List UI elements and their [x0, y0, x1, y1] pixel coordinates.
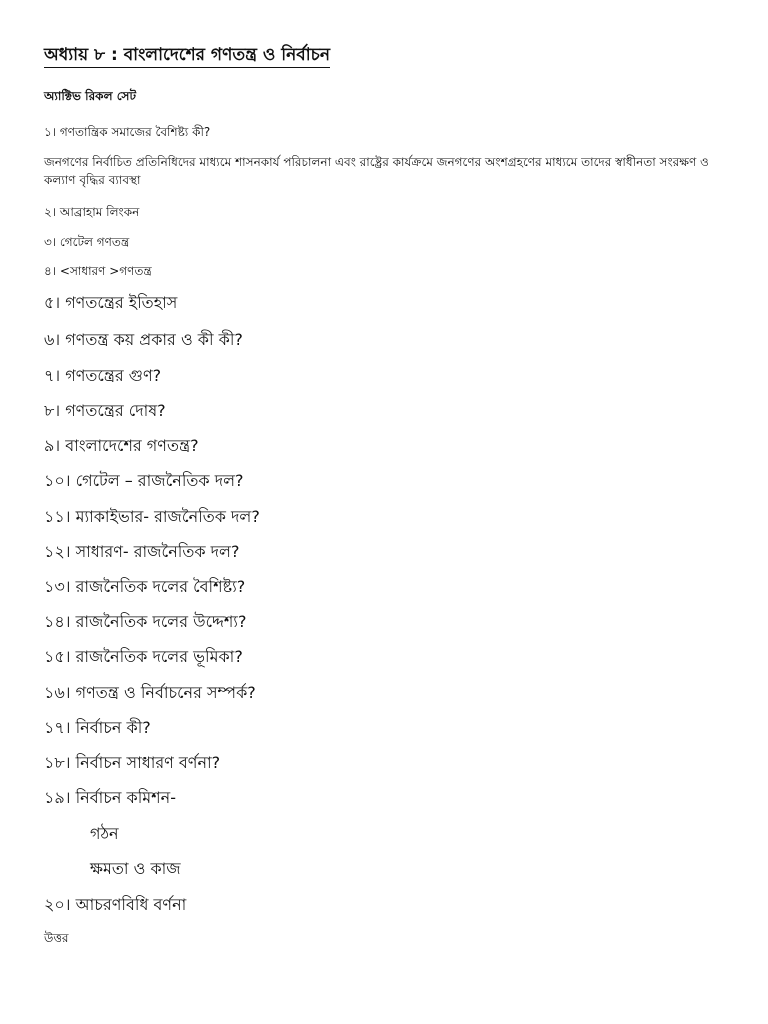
- question-2: ২। আব্রাহাম লিংকন: [44, 205, 140, 219]
- question-15: ১৫। রাজনৈতিক দলের ভূমিকা?: [44, 647, 243, 666]
- question-8: ৮। গণতন্ত্রের দোষ?: [44, 401, 166, 420]
- question-6: ৬। গণতন্ত্র কয় প্রকার ও কী কী?: [44, 330, 243, 349]
- question-11: ১১। ম্যাকাইভার- রাজনৈতিক দল?: [44, 507, 260, 526]
- question-14: ১৪। রাজনৈতিক দলের উদ্দেশ্য?: [44, 612, 247, 631]
- answer-1: জনগণের নির্বাচিত প্রতিনিধিদের মাধ্যমে শাসনকার্য পরিচালনা এবং রাষ্ট্রের কার্যক্রমে জনগণের অংশগ্রহণের মাধ্যমে তাদের স্বাধীনতা সংরক্ষণ ও কল্যাণ বৃদ্ধির ব্যাবস্থা: [44, 155, 709, 187]
- question-7: ৭। গণতন্ত্রের গুণ?: [44, 366, 162, 385]
- question-16: ১৬। গণতন্ত্র ও নির্বাচনের সম্পর্ক?: [44, 683, 256, 702]
- question-4: ৪। <সাধারণ >গণতন্ত্র: [44, 264, 152, 278]
- question-9: ৯। বাংলাদেশের গণতন্ত্র?: [44, 436, 199, 455]
- question-19-sub-a: গঠন: [90, 824, 119, 843]
- question-10: ১০। গেটেল – রাজনৈতিক দল?: [44, 471, 244, 490]
- question-19: ১৯। নির্বাচন কমিশন-: [44, 788, 176, 807]
- question-18: ১৮। নির্বাচন সাধারণ বর্ণনা?: [44, 753, 221, 772]
- section-subtitle: অ্যাক্টিভ রিকল সেট: [44, 89, 137, 103]
- question-5: ৫। গণতন্ত্রের ইতিহাস: [44, 293, 178, 312]
- question-17: ১৭। নির্বাচন কী?: [44, 718, 151, 737]
- answer-heading: উত্তর: [44, 931, 69, 945]
- question-19-sub-b: ক্ষমতা ও কাজ: [90, 859, 181, 878]
- question-12: ১২। সাধারণ- রাজনৈতিক দল?: [44, 542, 240, 561]
- question-1: ১। গণতান্ত্রিক সমাজের বৈশিষ্ট্য কী?: [44, 125, 211, 139]
- page-title: অধ্যায় ৮ : বাংলাদেশের গণতন্ত্র ও নির্বাচন: [44, 45, 330, 68]
- question-13: ১৩। রাজনৈতিক দলের বৈশিষ্ট্য?: [44, 577, 246, 596]
- question-20: ২০। আচরণবিধি বর্ণনা: [44, 895, 187, 914]
- question-3: ৩। গেটেল গণতন্ত্র: [44, 235, 130, 249]
